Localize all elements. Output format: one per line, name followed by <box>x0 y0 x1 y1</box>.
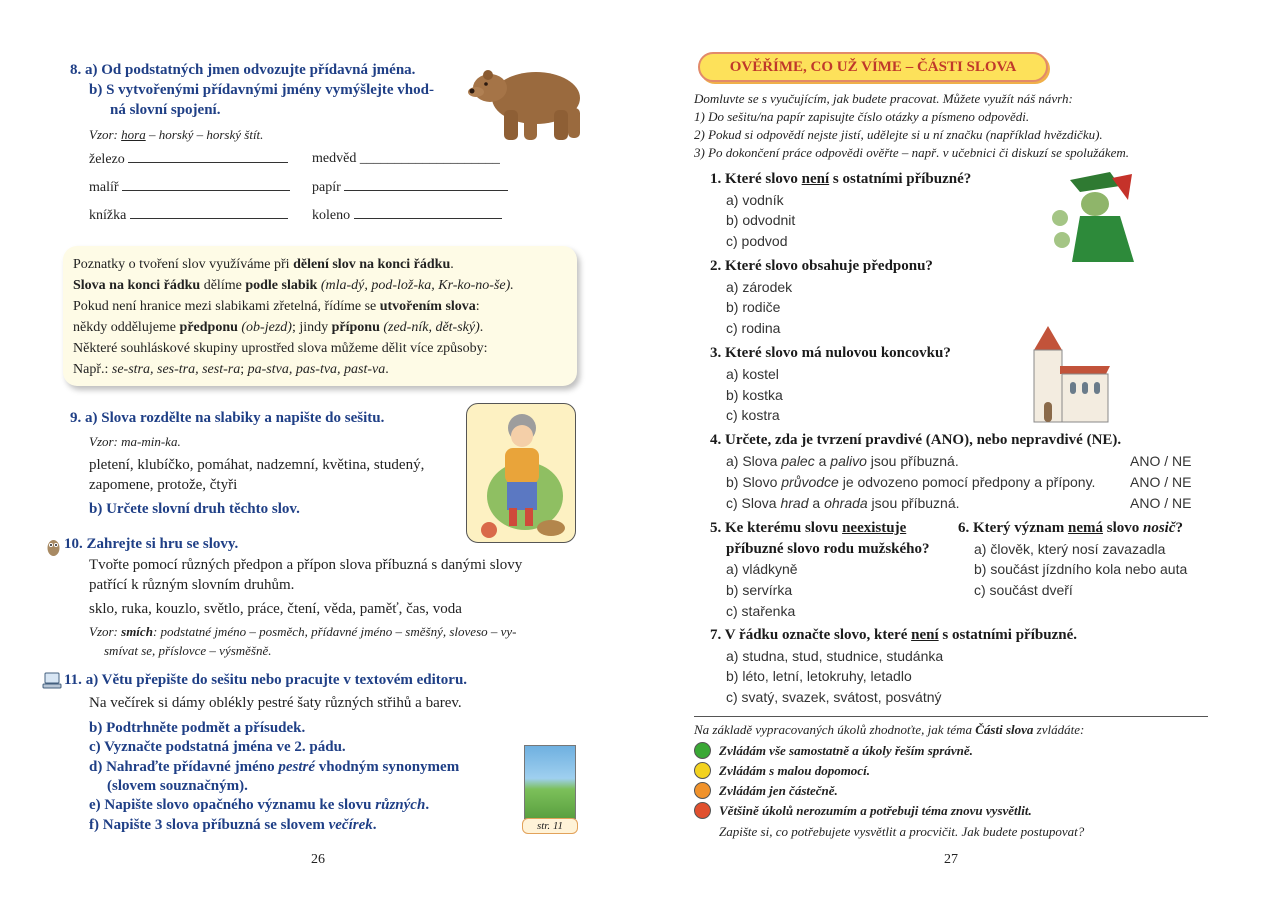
q6-option-c: c) součást dveří <box>974 582 1073 598</box>
ex8-task-b2: ná slovní spojení. <box>110 102 221 118</box>
ex9-task-a <box>70 410 384 427</box>
ex10-vzor-2: smívat se, příslovce – výsměšně. <box>104 643 272 658</box>
intro-line-1: Domluvte se s vyučujícím, jak budete pracovat. Můžete využít náš návrh: <box>694 91 1073 106</box>
text: a <box>808 495 825 511</box>
text: . <box>425 797 430 813</box>
q4-statement-a <box>726 453 959 469</box>
water-goblin-illustration <box>1050 170 1142 262</box>
smiley-yellow-icon <box>694 762 711 779</box>
q7-option-b: b) léto, letní, letokruhy, letadlo <box>726 668 912 684</box>
ex11-task-f <box>89 817 376 834</box>
bold-text: Části slova <box>975 722 1034 737</box>
box-line-5: Některé souhláskové skupiny uprostřed slova můžeme dělit více způsoby: <box>73 341 488 356</box>
q5-title-2: příbuzné slovo rodu mužského? <box>726 541 930 557</box>
text: ; <box>240 362 248 377</box>
ex11-task-b: b) Podtrhněte podmět a přísudek. <box>89 720 306 736</box>
eval-level-2: Zvládám s malou dopomocí. <box>719 763 870 778</box>
q5-title <box>710 520 906 537</box>
word-medved <box>312 151 500 167</box>
ex8-a-text: a) Od podstatných jmen odvozujte přídavná jména. <box>85 62 416 78</box>
q5-option-a: a) vládkyně <box>726 561 798 577</box>
word-koleno <box>312 207 502 224</box>
church-illustration <box>1030 322 1112 424</box>
bear-illustration <box>468 58 588 144</box>
box-line-6 <box>73 359 567 380</box>
text: zvládáte: <box>1033 722 1085 737</box>
text: s ostatními příbuzné. <box>938 627 1077 643</box>
text: někdy oddělujeme <box>73 320 180 335</box>
bold-text: předponu <box>179 320 238 335</box>
q7-title <box>710 627 1077 644</box>
text: Na základě vypracovaných úkolů zhodnoťte, jak téma <box>694 722 976 737</box>
ex11-task-a <box>64 672 467 689</box>
q2-option-b: b) rodiče <box>726 299 781 315</box>
vzor-label: Vzor: <box>89 127 118 142</box>
word-malir <box>89 179 290 196</box>
word-knizka <box>89 207 288 224</box>
q5-option-b: b) servírka <box>726 582 793 598</box>
text: ; jindy <box>291 320 332 335</box>
text: Např.: <box>73 362 112 377</box>
text: . <box>479 320 484 335</box>
ex9-words-1: pletení, klubíčko, pomáhat, nadzemní, květina, studený, <box>89 457 425 473</box>
italic-text: (mla-dý, pod-lož-ka, Kr-ko-no-še). <box>317 278 514 293</box>
ex9-words-2: zapomene, protože, čtyři <box>89 477 238 493</box>
text: Vzor: <box>89 624 122 639</box>
text: je odvozeno pomocí předpony a přípony. <box>838 474 1096 490</box>
bold-text: utvořením slova <box>379 299 476 314</box>
bold-text: smích <box>121 624 153 639</box>
ex10-vzor-1 <box>89 624 517 640</box>
text: slovo <box>1102 520 1143 536</box>
text: b) Slovo <box>726 474 782 490</box>
section-banner <box>698 52 1048 82</box>
text: jsou příbuzná. <box>866 453 959 469</box>
blank-line <box>344 179 508 191</box>
smiley-green-icon <box>694 742 711 759</box>
ex11-a-text: a) Větu přepište do sešitu nebo pracujte v textovém editoru. <box>85 672 468 688</box>
text: 5. Ke kterému slovu <box>710 520 843 536</box>
text: 7. V řádku označte slovo, které <box>710 627 912 643</box>
text: s ostatními příbuzné? <box>829 171 972 187</box>
q1-option-a: a) vodník <box>726 192 784 208</box>
q6-option-b: b) součást jízdního kola nebo auta <box>974 561 1188 577</box>
ex11-task-e <box>89 797 429 814</box>
ex11-sentence: Na večírek si dámy oblékly pestré šaty různých střihů a barev. <box>89 695 462 711</box>
italic-text: pestré <box>278 759 315 775</box>
italic-text: palivo <box>830 453 867 469</box>
text: a) Slova <box>726 453 782 469</box>
underlined-text: neexistuje <box>842 520 907 536</box>
italic-text: pa-stva, pas-tva, past-va <box>247 362 386 377</box>
ex10-words: sklo, ruka, kouzlo, světlo, práce, čtení, věda, paměť, čas, voda <box>89 601 462 617</box>
italic-text: večírek <box>328 817 373 833</box>
blank-underscores: ____________________ <box>359 151 500 166</box>
ex11-number: 11. <box>64 672 82 688</box>
text: f) Napište 3 slova příbuzná se slovem <box>89 817 329 833</box>
word-label: malíř <box>89 180 119 195</box>
text: : podstatné jméno – posměch, přídavné jméno – směšný, sloveso – vy- <box>152 624 517 639</box>
blank-line <box>122 179 290 191</box>
eval-intro <box>694 722 1084 738</box>
ne-label: NE <box>1172 453 1192 469</box>
slash: / <box>1164 453 1169 469</box>
q7-option-a: a) studna, stud, studnice, studánka <box>726 648 944 664</box>
ex11-task-d1 <box>89 759 459 776</box>
text: e) Napište slovo opačného významu ke slovu <box>89 797 376 813</box>
underlined-text: není <box>911 627 939 643</box>
text: . <box>450 257 454 272</box>
owl-icon <box>47 538 60 556</box>
italic-text: (zed-ník, dět-ský) <box>379 320 480 335</box>
vzor-word: hora <box>121 127 146 142</box>
right-page <box>638 0 1276 916</box>
bold-text: příponu <box>331 320 380 335</box>
info-box-word-division <box>63 246 577 386</box>
word-label: knížka <box>89 208 127 223</box>
box-line-4 <box>73 317 567 338</box>
eval-level-3: Zvládám jen částečně. <box>719 783 838 798</box>
textbook-cover-thumbnail <box>524 745 576 819</box>
text: a <box>814 453 831 469</box>
q6-option-a: a) člověk, který nosí zavazadla <box>974 541 1166 557</box>
ne-label: NE <box>1172 495 1192 511</box>
q4-answer-a <box>1130 453 1191 469</box>
grandmother-illustration <box>466 403 576 543</box>
q3-option-c: c) kostra <box>726 407 780 423</box>
intro-line-4: 3) Po dokončení práce odpovědi ověřte – např. v učebnici či diskuzí se spolužákem. <box>694 145 1130 160</box>
italic-text: hrad <box>780 495 809 511</box>
q1-option-b: b) odvodnit <box>726 212 796 228</box>
intro-line-2: 1) Do sešitu/na papír zapisujte číslo otázky a písmeno odpovědi. <box>694 109 1030 124</box>
q3-title: 3. Které slovo má nulovou koncovku? <box>710 345 951 361</box>
box-line-1 <box>73 254 567 275</box>
text: 1. Které slovo <box>710 171 802 187</box>
text: . <box>372 817 377 833</box>
text: Poznatky o tvoření slov využíváme při <box>73 257 294 272</box>
box-line-2 <box>73 275 567 296</box>
eval-level-1: Zvládám vše samostatně a úkoly řeším správně. <box>719 743 973 758</box>
q4-title: 4. Určete, zda je tvrzení pravdivé (ANO), nebo nepravdivé (NE). <box>710 432 1122 448</box>
q2-option-c: c) rodina <box>726 320 781 336</box>
text: Pokud není hranice mezi slabikami zřetelná, řídíme se <box>73 299 380 314</box>
page-number-right: 27 <box>944 852 958 867</box>
text: jsou příbuzná. <box>867 495 960 511</box>
q3-option-b: b) kostka <box>726 387 783 403</box>
ex9-a-text: a) Slova rozdělte na slabiky a napište do sešitu. <box>85 410 385 426</box>
word-label: medvěd <box>312 151 357 166</box>
q5-option-c: c) stařenka <box>726 603 796 619</box>
italic-text: (ob-jezd) <box>237 320 292 335</box>
q7-option-c: c) svatý, svazek, svátost, posvátný <box>726 689 942 705</box>
ex9-vzor: Vzor: ma-min-ka. <box>89 434 181 449</box>
blank-line <box>354 207 502 219</box>
italic-text: průvodce <box>781 474 839 490</box>
bold-text: podle slabik <box>245 278 318 293</box>
bold-text: dělení slov na konci řádku <box>293 257 451 272</box>
ex8-task-b1: b) S vytvořenými přídavnými jmény vymýšlejte vhod- <box>89 82 434 98</box>
ex11-task-c: c) Vyznačte podstatná jména ve 2. pádu. <box>89 739 346 755</box>
smiley-red-icon <box>694 802 711 819</box>
eval-level-4: Většině úkolů nerozumím a potřebuji téma znovu vysvětlit. <box>719 803 1032 818</box>
intro-line-3: 2) Pokud si odpovědí nejste jistí, udělejte si u ní značku (například hvězdičku). <box>694 127 1103 142</box>
ex9-task-b: b) Určete slovní druh těchto slov. <box>89 501 300 517</box>
eval-footer: Zapište si, co potřebujete vysvětlit a procvičit. Jak budete postupovat? <box>719 824 1085 839</box>
italic-text: různých <box>375 797 426 813</box>
grandmother-drawing <box>467 404 576 543</box>
box-line-3 <box>73 296 567 317</box>
word-label: papír <box>312 180 341 195</box>
ex8-vzor <box>89 127 263 143</box>
italic-text: ohrada <box>824 495 868 511</box>
text: dělíme <box>200 278 246 293</box>
divider <box>694 716 1208 717</box>
slash: / <box>1164 474 1169 490</box>
q2-title: 2. Které slovo obsahuje předponu? <box>710 258 933 274</box>
italic-text: palec <box>781 453 815 469</box>
slash: / <box>1164 495 1169 511</box>
text: : <box>475 299 480 314</box>
ex8-task-a <box>70 62 415 79</box>
blank-line <box>130 207 288 219</box>
word-zelezo <box>89 151 288 168</box>
word-papir <box>312 179 508 196</box>
italic-text: se-stra, ses-tra, sest-ra <box>111 362 241 377</box>
q1-title <box>710 171 971 188</box>
bold-text: Slova na konci řádku <box>73 278 201 293</box>
text: vhodným synonymem <box>315 759 460 775</box>
ex11-task-d2: (slovem souznačným). <box>107 778 248 794</box>
q3-option-a: a) kostel <box>726 366 779 382</box>
ex10-title-text: Zahrejte si hru se slovy. <box>86 536 239 552</box>
q4-statement-b <box>726 474 1095 490</box>
q4-answer-b <box>1130 474 1191 490</box>
underlined-text: není <box>801 171 830 187</box>
ano-label: ANO <box>1130 474 1161 490</box>
ano-label: ANO <box>1130 453 1161 469</box>
smiley-orange-icon <box>694 782 711 799</box>
italic-text: nosič <box>1143 520 1176 536</box>
text: 6. Který význam <box>958 520 1068 536</box>
ex8-number: 8. <box>70 62 82 78</box>
q4-statement-c <box>726 495 960 511</box>
word-label: železo <box>89 152 125 167</box>
q2-option-a: a) zárodek <box>726 279 793 295</box>
text: . <box>385 362 389 377</box>
underlined-text: nemá <box>1067 520 1103 536</box>
text: d) Nahraďte přídavné jméno <box>89 759 279 775</box>
ex9-number: 9. <box>70 410 82 426</box>
q1-option-c: c) podvod <box>726 233 788 249</box>
ex10-text-1: Tvořte pomocí různých předpon a přípon slova příbuzná s danými slovy <box>89 557 523 573</box>
text: c) Slova <box>726 495 781 511</box>
page-number-left: 26 <box>311 852 325 867</box>
ex10-text-2: patřící k různým slovním druhům. <box>89 577 295 593</box>
computer-icon <box>42 672 62 690</box>
ex10-number: 10. <box>64 536 83 552</box>
ex10-title <box>64 536 238 553</box>
vzor-rest: – horský – horský štít. <box>148 127 264 142</box>
ano-label: ANO <box>1130 495 1161 511</box>
word-label: koleno <box>312 208 351 223</box>
ne-label: NE <box>1172 474 1192 490</box>
text: ? <box>1175 520 1184 536</box>
q6-title <box>958 520 1183 537</box>
banner-title: OVĚŘÍME, CO UŽ VÍME – ČÁSTI SLOVA <box>729 59 1017 75</box>
book-page-label: str. 11 <box>522 818 578 834</box>
blank-line <box>128 151 288 163</box>
q4-answer-c <box>1130 495 1191 511</box>
